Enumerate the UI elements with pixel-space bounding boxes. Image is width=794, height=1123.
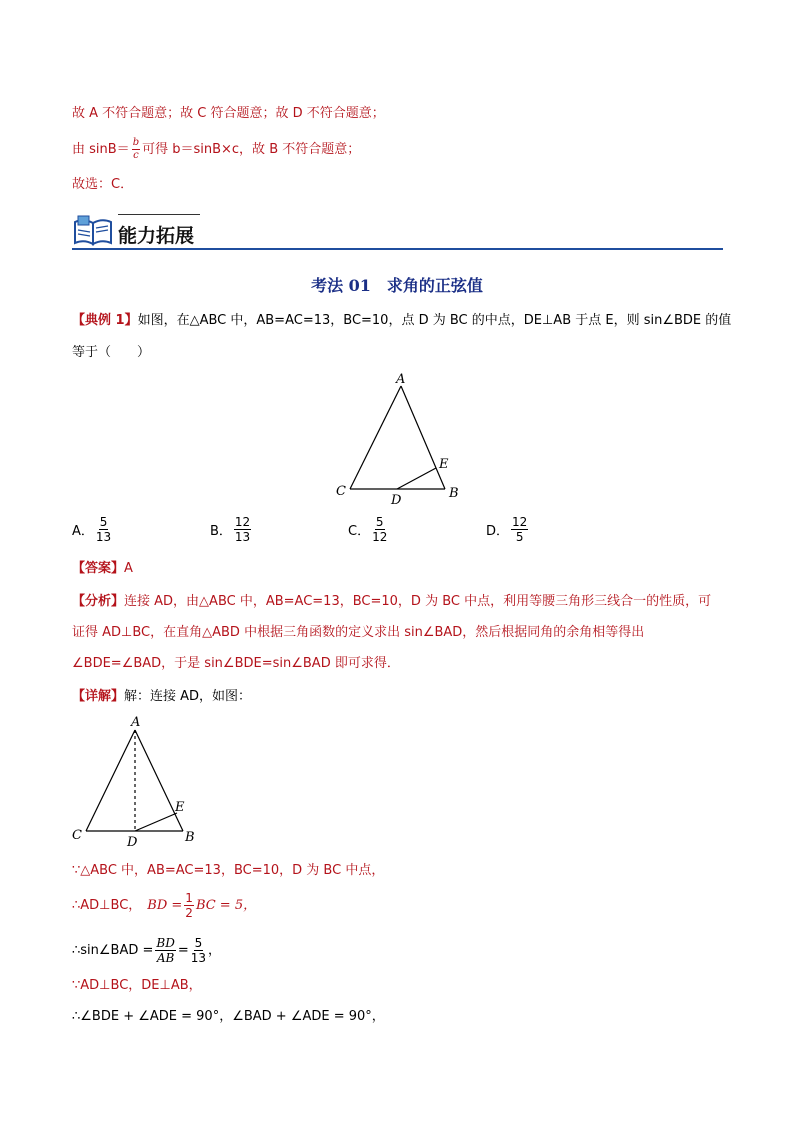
detail-tag: 【详解】 — [72, 689, 125, 704]
label-c: C — [336, 484, 346, 499]
option-d[interactable]: D． $\frac{12}{5}$ — [486, 515, 528, 544]
answer-value: A — [124, 561, 133, 576]
label-c: C — [72, 828, 82, 843]
text-line-2 — [72, 138, 360, 161]
text-line-2-post: 可得 b＝sinB×c，故 B 不符合题意； — [142, 141, 361, 157]
option-d-fraction: $\frac{12}{5}$ — [512, 515, 528, 544]
analysis-line-3: ∠BDE=∠BAD，于是 sin∠BDE=sin∠BAD 即可求得． — [72, 656, 400, 671]
label-e: E — [175, 800, 185, 815]
option-b[interactable]: B． $\frac{12}{13}$ — [210, 515, 251, 544]
step-3: ∴sin∠BAD = $\frac{BD}{AB}$ = $\frac{5}{13}$ ， — [72, 936, 222, 965]
step-2-fraction: $\frac{1}{2}$ — [185, 891, 193, 920]
fraction-b-over-c: $\frac{b}{c}$ — [132, 137, 140, 161]
option-c-fraction: $\frac{5}{12}$ — [372, 515, 388, 544]
option-b-fraction: $\frac{12}{13}$ — [234, 515, 251, 544]
analysis-line-2: 证得 AD⊥BC，在直角△ABD 中根据三角函数的定义求出 sin∠BAD，然后根据同角的余角相等得出 — [72, 625, 645, 640]
step-4: ∵AD⊥BC，DE⊥AB， — [72, 978, 202, 993]
label-b: B — [185, 830, 195, 845]
label-b: B — [449, 486, 459, 501]
example-text-1: 如图，在△ABC 中，AB=AC=13，BC=10，点 D 为 BC 的中点，DE⊥AB 于点 E，则 sin∠BDE 的值 — [137, 313, 732, 328]
label-d: D — [391, 493, 402, 508]
answer-tag: 【答案】 — [72, 561, 125, 576]
text-line-2-pre: 由 sinB＝ — [72, 141, 130, 157]
method-title: 考法 01 求角的正弦值 — [311, 276, 483, 295]
example-line-2: 等于（ ） — [72, 345, 151, 360]
analysis-tag: 【分析】 — [72, 594, 125, 609]
step-2: ∴AD⊥BC， BD = $\frac{1}{2}$ BC = 5， — [72, 891, 257, 920]
side-ac — [86, 730, 135, 831]
option-a[interactable]: A． $\frac{5}{13}$ — [72, 515, 112, 544]
step-3-fraction-1: $\frac{BD}{AB}$ — [156, 936, 175, 965]
option-c[interactable]: C． $\frac{5}{12}$ — [348, 515, 388, 544]
example-tag: 【典例 1】 — [72, 313, 138, 328]
side-ac — [350, 386, 401, 489]
text-line-1: 故 A 不符合题意；故 C 符合题意；故 D 不符合题意； — [72, 106, 385, 121]
option-a-fraction: $\frac{5}{13}$ — [95, 515, 112, 544]
text-line-3: 故选：C． — [72, 177, 134, 192]
side-ab — [401, 386, 445, 489]
open-book-icon — [72, 214, 114, 248]
detail-line: 【详解】解：连接 AD，如图： — [72, 689, 252, 704]
step-1: ∵△ABC 中，AB=AC=13，BC=10，D 为 BC 中点， — [72, 863, 385, 878]
triangle-figure-1 — [330, 370, 470, 510]
example-line-1 — [72, 311, 731, 331]
section-rule — [72, 248, 723, 250]
label-e: E — [439, 457, 449, 472]
label-d: D — [127, 835, 138, 850]
section-title: 能力拓展 — [118, 225, 195, 247]
triangle-figure-2 — [66, 712, 206, 852]
analysis-line-1: 【分析】连接 AD，由△ABC 中，AB=AC=13，BC=10，D 为 BC 中点，利用等腰三角形三线合一的性质，可 — [72, 594, 712, 609]
segment-de — [397, 468, 436, 489]
step-3-fraction-2: $\frac{5}{13}$ — [190, 936, 207, 965]
section-overline — [118, 214, 200, 215]
answer-line — [72, 559, 133, 579]
step-5: ∴∠BDE + ∠ADE = 90°，∠BAD + ∠ADE = 90°， — [72, 1009, 385, 1024]
segment-de — [135, 813, 177, 831]
label-a: A — [396, 372, 406, 387]
label-a: A — [131, 715, 141, 730]
side-ab — [135, 730, 183, 831]
